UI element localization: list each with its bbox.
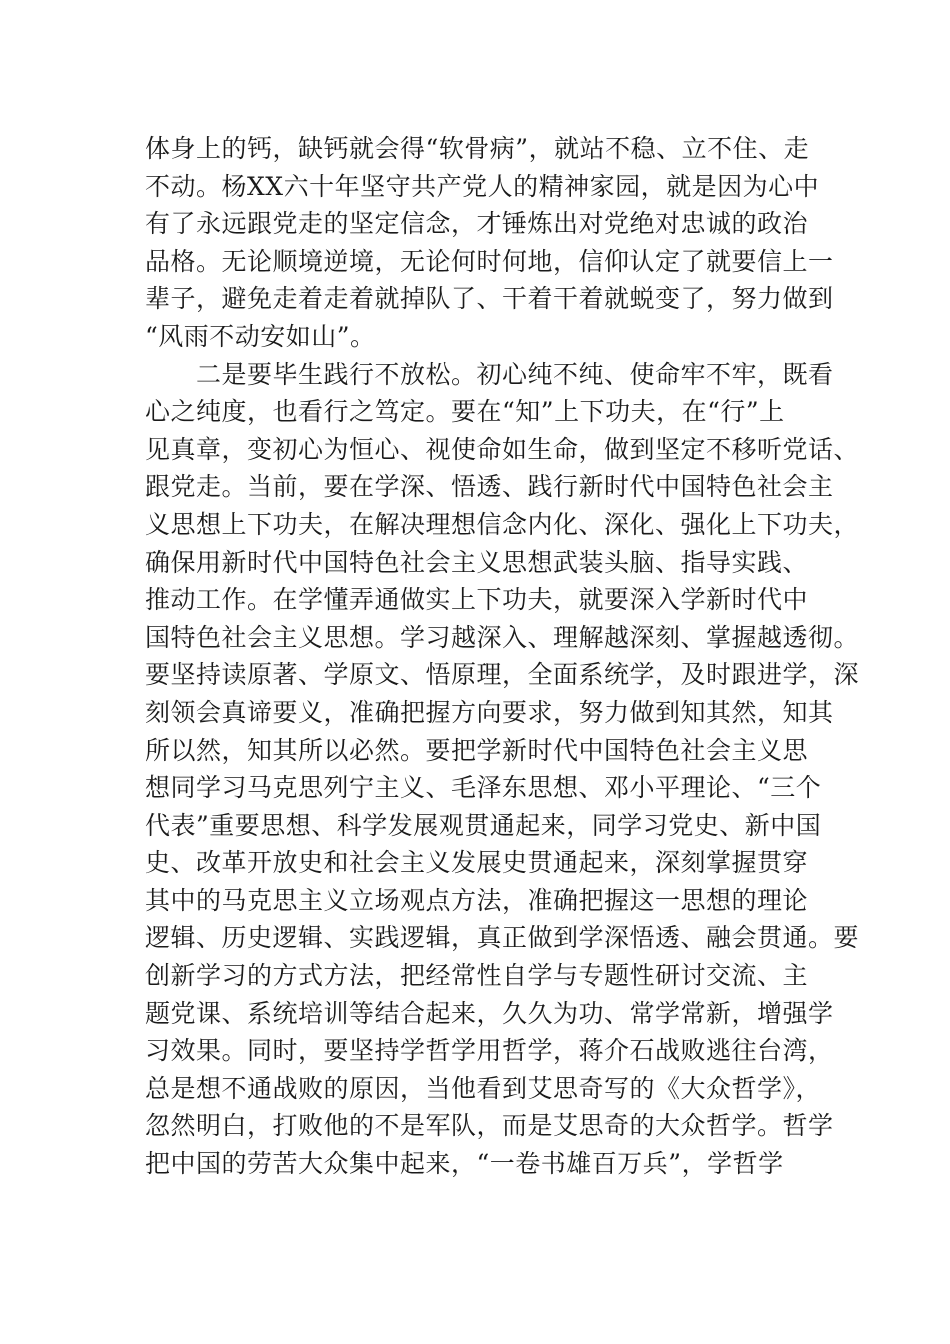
text-line: 推动工作。在学懂弄通做实上下功夫，就要深入学新时代中 <box>145 585 809 615</box>
text-line: 代表”重要思想、科学发展观贯通起来，同学习党史、新中国 <box>145 810 822 840</box>
text-line: 国特色社会主义思想。学习越深入、理解越深刻、掌握越透彻。 <box>145 622 860 652</box>
text-line: 品格。无论顺境逆境，无论何时何地，信仰认定了就要信上一 <box>145 246 834 276</box>
text-line: 体身上的钙，缺钙就会得“软骨病”，就站不稳、立不住、走 <box>145 134 810 163</box>
text-line: 确保用新时代中国特色社会主义思想武装头脑、指导实践、 <box>145 547 809 577</box>
text-line: 要坚持读原著、学原文、悟原理，全面系统学，及时跟进学，深 <box>145 660 860 690</box>
text-line: 想同学习马克思列宁主义、毛泽东思想、邓小平理论、“三个 <box>145 773 822 803</box>
text-line: “风雨不动安如山”。 <box>145 321 376 351</box>
text-line: 辈子，避免走着走着就掉队了、干着干着就蜕变了，努力做到 <box>145 284 834 314</box>
text-line: 史、改革开放史和社会主义发展史贯通起来，深刻掌握贯穿 <box>145 848 809 878</box>
text-line: 创新学习的方式方法，把经常性自学与专题性研讨交流、主 <box>145 961 809 991</box>
text-line: 见真章，变初心为恒心、视使命如生命，做到坚定不移听党话、 <box>145 434 860 464</box>
text-line: 二是要毕生践行不放松。初心纯不纯、使命牢不牢，既看 <box>145 359 834 389</box>
text-line: 习效果。同时，要坚持学哲学用哲学，蒋介石战败逃往台湾， <box>145 1036 834 1066</box>
text-line: 题党课、系统培训等结合起来，久久为功、常学常新，增强学 <box>145 998 834 1028</box>
text-line: 不动。杨XX六十年坚守共产党人的精神家园，就是因为心中 <box>145 171 820 201</box>
text-line: 义思想上下功夫，在解决理想信念内化、深化、强化上下功夫， <box>145 509 860 539</box>
text-line: 心之纯度，也看行之笃定。要在“知”上下功夫，在“行”上 <box>145 397 785 427</box>
text-line: 把中国的劳苦大众集中起来，“一卷书雄百万兵”，学哲学 <box>145 1149 784 1179</box>
text-line: 忽然明白，打败他的不是军队，而是艾思奇的大众哲学。哲学 <box>145 1111 834 1141</box>
text-line: 所以然，知其所以必然。要把学新时代中国特色社会主义思 <box>145 735 809 765</box>
text-line: 逻辑、历史逻辑、实践逻辑，真正做到学深悟透、融会贯通。要 <box>145 923 860 953</box>
text-line: 总是想不通战败的原因，当他看到艾思奇写的《大众哲学》， <box>145 1073 822 1103</box>
text-line: 跟党走。当前，要在学深、悟透、践行新时代中国特色社会主 <box>145 472 834 502</box>
text-line: 有了永远跟党走的坚定信念，才锤炼出对党绝对忠诚的政治 <box>145 209 809 239</box>
body-text <box>145 130 860 1183</box>
text-line: 刻领会真谛要义，准确把握方向要求，努力做到知其然，知其 <box>145 697 834 727</box>
text-line: 其中的马克思主义立场观点方法，准确把握这一思想的理论 <box>145 885 809 915</box>
